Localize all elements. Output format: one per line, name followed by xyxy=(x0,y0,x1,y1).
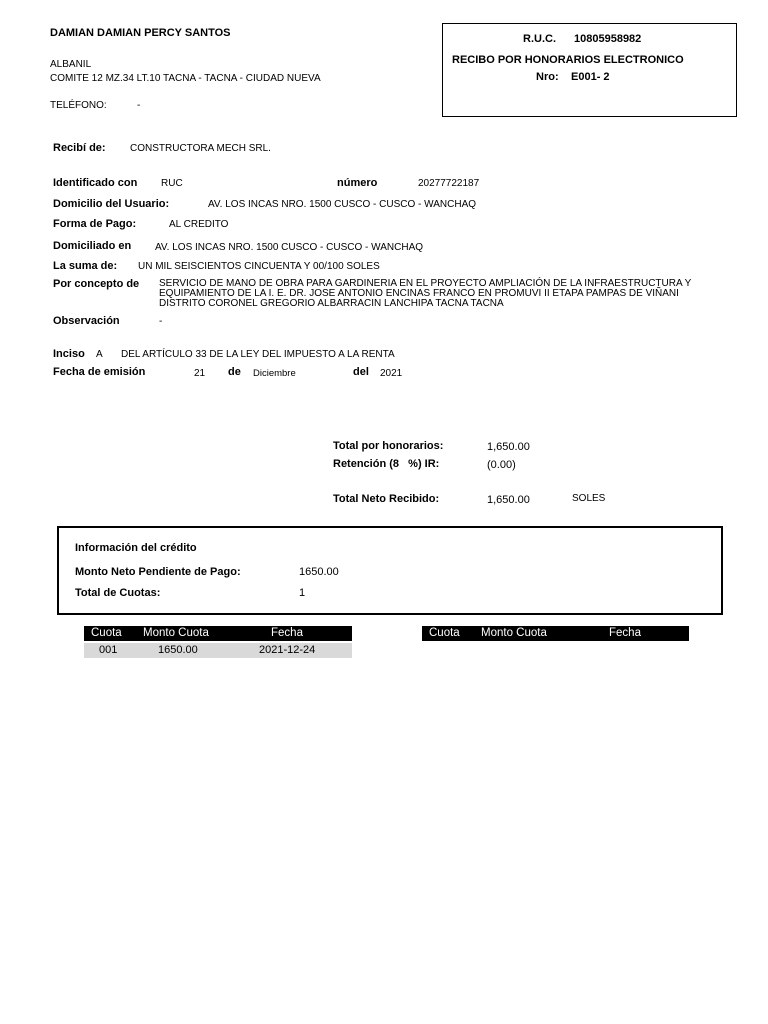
header-cuota: Cuota xyxy=(429,627,460,639)
recibi-value: CONSTRUCTORA MECH SRL. xyxy=(130,143,271,154)
numero-label: número xyxy=(337,177,378,189)
total-neto-value: 1,650.00 xyxy=(487,494,530,506)
pendiente-value: 1650.00 xyxy=(299,566,339,578)
nro-value: E001- 2 xyxy=(571,71,610,83)
concepto-line: EQUIPAMIENTO DE LA I. E. DR. JOSE ANTONIO ENCINAS FRANCO EN PROMUVI II ETAPA PAMPAS DE VIÑANI xyxy=(159,288,679,299)
nro-label: Nro: xyxy=(536,71,559,83)
header-monto-cuota: Monto Cuota xyxy=(481,627,547,639)
phone-label: TELÉFONO: xyxy=(50,100,107,111)
concepto-line: DISTRITO CORONEL GREGORIO ALBARRACIN LANCHIPA TACNA TACNA xyxy=(159,298,504,309)
currency-label: SOLES xyxy=(572,493,606,504)
ruc-label: R.U.C. xyxy=(523,33,556,45)
header-fecha: Fecha xyxy=(271,627,303,639)
domiciliado-label: Domiciliado en xyxy=(53,240,132,252)
pendiente-label: Monto Neto Pendiente de Pago: xyxy=(75,566,241,578)
document-title: RECIBO POR HONORARIOS ELECTRONICO xyxy=(452,54,684,66)
inciso-label: Inciso xyxy=(53,348,85,360)
inciso-text: DEL ARTÍCULO 33 DE LA LEY DEL IMPUESTO A LA RENTA xyxy=(121,349,395,360)
issuer-occupation: ALBANIL xyxy=(50,59,92,70)
issuer-address: COMITE 12 MZ.34 LT.10 TACNA - TACNA - CIUDAD NUEVA xyxy=(50,73,321,84)
de-label: de xyxy=(228,366,241,378)
ruc-value: 10805958982 xyxy=(574,33,642,45)
cuotas-value: 1 xyxy=(299,587,306,599)
numero-value: 20277722187 xyxy=(418,178,480,189)
header-fecha: Fecha xyxy=(609,627,641,639)
recibi-label: Recibí de: xyxy=(53,142,106,154)
domiciliado-value: AV. LOS INCAS NRO. 1500 CUSCO - CUSCO - WANCHAQ xyxy=(155,242,424,253)
observacion-value: - xyxy=(159,316,163,327)
identificado-value: RUC xyxy=(161,178,183,189)
fecha-year: 2021 xyxy=(380,368,403,379)
inciso-letter: A xyxy=(96,349,103,360)
row-monto: 1650.00 xyxy=(158,644,198,656)
suma-value: UN MIL SEISCIENTOS CINCUENTA Y 00/100 SOLES xyxy=(138,261,380,272)
observacion-label: Observación xyxy=(53,315,120,327)
issuer-name: DAMIAN DAMIAN PERCY SANTOS xyxy=(50,27,231,39)
concepto-label: Por concepto de xyxy=(53,278,140,290)
phone-value: - xyxy=(137,100,141,111)
forma-pago-value: AL CREDITO xyxy=(169,219,229,230)
domicilio-usuario-value: AV. LOS INCAS NRO. 1500 CUSCO - CUSCO - WANCHAQ xyxy=(208,199,477,210)
domicilio-usuario-label: Domicilio del Usuario: xyxy=(53,198,170,210)
total-honorarios-label: Total por honorarios: xyxy=(333,440,444,452)
total-honorarios-value: 1,650.00 xyxy=(487,441,530,453)
row-fecha: 2021-12-24 xyxy=(259,644,316,656)
forma-pago-label: Forma de Pago: xyxy=(53,218,137,230)
cuotas-label: Total de Cuotas: xyxy=(75,587,161,599)
credit-title: Información del crédito xyxy=(75,542,197,554)
table-row xyxy=(84,643,352,658)
total-neto-label: Total Neto Recibido: xyxy=(333,493,440,505)
installments-table-header-right xyxy=(422,626,689,641)
fecha-month: Diciembre xyxy=(253,368,296,379)
row-cuota: 001 xyxy=(99,644,118,656)
concepto-value xyxy=(159,279,729,309)
header-monto-cuota: Monto Cuota xyxy=(143,627,209,639)
identificado-label: Identificado con xyxy=(53,177,138,189)
suma-label: La suma de: xyxy=(53,260,118,272)
concepto-line: SERVICIO DE MANO DE OBRA PARA GARDINERIA EN EL PROYECTO AMPLIACIÓN DE LA INFRAESTRUCTURA Y xyxy=(159,278,692,289)
retencion-value: (0.00) xyxy=(487,459,516,471)
header-cuota: Cuota xyxy=(91,627,122,639)
fecha-day: 21 xyxy=(194,368,206,379)
retencion-label: Retención (8 %) IR: xyxy=(333,458,440,470)
del-label: del xyxy=(353,366,369,378)
installments-table-header xyxy=(84,626,352,641)
fecha-label: Fecha de emisión xyxy=(53,366,146,378)
